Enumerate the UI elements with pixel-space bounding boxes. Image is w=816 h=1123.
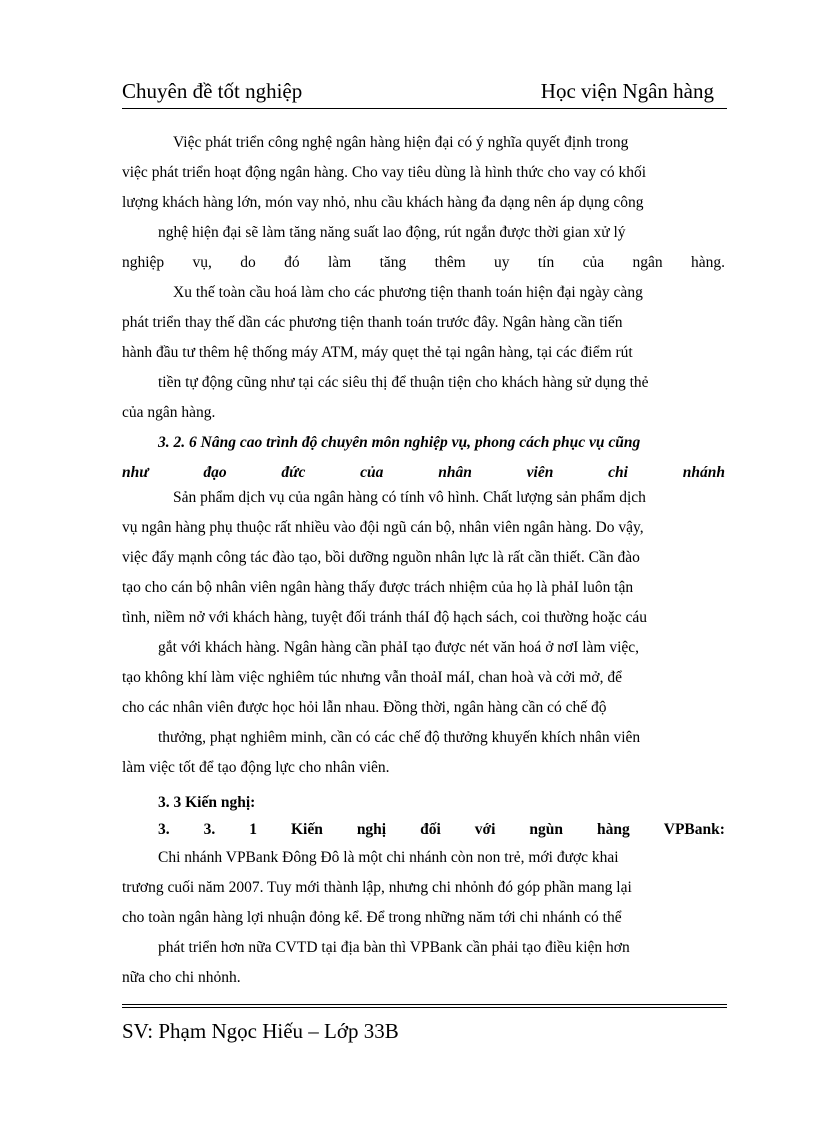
section-heading-3-3-1: [158, 820, 725, 840]
word: ngân: [632, 254, 663, 271]
word: nghiệp: [122, 254, 165, 271]
text-line: của ngân hàng.: [122, 404, 216, 421]
text-line: việc phát triển hoạt động ngân hàng. Cho vay tiêu dùng là hình thức cho vay có khối: [122, 164, 647, 181]
word: của: [360, 464, 384, 481]
text-line: tình, niềm nở với khách hàng, tuyệt đối tránh tháI độ hạch sách, coi thường hoặc cáu: [122, 609, 647, 626]
word: Kiến: [290, 821, 323, 838]
text-line: tiền tự động cũng như tại các siêu thị để thuận tiện cho khách hàng sử dụng thẻ: [158, 374, 649, 391]
word: của: [582, 254, 605, 271]
text-line: nữa cho chi nhỏnh.: [122, 969, 241, 986]
footer-rule: [122, 1004, 727, 1008]
word: tăng: [379, 254, 407, 271]
word: uy: [494, 254, 510, 271]
word: làm: [328, 254, 352, 271]
text-line: làm việc tốt để tạo động lực cho nhân viên.: [122, 759, 390, 776]
word: 3.: [158, 821, 170, 838]
page-header: [122, 78, 714, 108]
text-line: cho toàn ngân hàng lợi nhuận đỏng kể. Để trong những năm tới chi nhánh có thể: [122, 909, 622, 926]
text-line: việc đẩy mạnh công tác đào tạo, bồi dưỡng nguồn nhân lực là rất cần thiết. Cần đào: [122, 549, 640, 566]
word: hàng: [597, 821, 630, 838]
text-line: lượng khách hàng lớn, món vay nhỏ, nhu cầu khách hàng đa dạng nên áp dụng công: [122, 194, 644, 211]
text-line: phát triển hơn nữa CVTD tại địa bàn thì VPBank cần phải tạo điều kiện hơn: [158, 939, 630, 956]
page-footer: SV: Phạm Ngọc Hiếu – Lớp 33B: [122, 1019, 399, 1043]
text-line: gắt với khách hàng. Ngân hàng cần phảI tạo được nét văn hoá ở nơI làm việc,: [158, 639, 640, 656]
text-line: trương cuối năm 2007. Tuy mới thành lập, nhưng chi nhỏnh đó góp phần mang lại: [122, 879, 632, 896]
text-line: Xu thế toàn cầu hoá làm cho các phương tiện thanh toán hiện đại ngày càng: [173, 284, 643, 301]
section-heading-3-3: 3. 3 Kiến nghị:: [158, 794, 256, 811]
word: VPBank:: [663, 821, 725, 838]
text-line: nghệ hiện đại sẽ làm tăng năng suất lao động, rút ngắn được thời gian xử lý: [158, 224, 626, 241]
word: vụ,: [192, 254, 212, 271]
text-line: hành đầu tư thêm hệ thống máy ATM, máy quẹt thẻ tại ngân hàng, tại các điểm rút: [122, 344, 633, 361]
text-line: phát triển thay thế dần các phương tiện thanh toán trước đây. Ngân hàng cần tiến: [122, 314, 623, 331]
section-heading-3-2-6: 3. 2. 6 Nâng cao trình độ chuyên môn nghiệp vụ, phong cách phục vụ cũng: [158, 434, 641, 451]
word: tín: [537, 254, 555, 271]
header-title-left: Chuyên đề tốt nghiệp: [122, 79, 303, 103]
justified-line: [122, 253, 725, 273]
word: như: [122, 464, 149, 481]
text-line: Sản phẩm dịch vụ của ngân hàng có tính vô hình. Chất lượng sản phẩm dịch: [173, 489, 646, 506]
header-rule: [122, 108, 727, 109]
word: ngùn: [529, 821, 564, 838]
text-line: cho các nhân viên được học hỏi lẫn nhau. Đồng thời, ngân hàng cần có chế độ: [122, 699, 607, 716]
word: do: [240, 254, 256, 271]
word: hàng.: [690, 254, 725, 271]
word: thêm: [434, 254, 466, 271]
word: với: [474, 821, 496, 838]
text-line: vụ ngân hàng phụ thuộc rất nhiều vào đội ngũ cán bộ, nhân viên ngân hàng. Do vậy,: [122, 519, 644, 536]
word: viên: [526, 464, 554, 481]
text-line: Chi nhánh VPBank Đông Đô là một chi nhánh còn non trẻ, mới được khai: [158, 849, 619, 866]
text-line: tạo cho cán bộ nhân viên ngân hàng thấy được trách nhiệm của họ là phảI luôn tận: [122, 579, 634, 596]
text-line: Việc phát triển công nghệ ngân hàng hiện đại có ý nghĩa quyết định trong: [173, 134, 629, 151]
word: nhân: [438, 464, 472, 481]
text-line: thưởng, phạt nghiêm minh, cần có các chế độ thưởng khuyến khích nhân viên: [158, 729, 641, 746]
header-title-right: Học viện Ngân hàng: [540, 79, 714, 103]
word: nhánh: [682, 464, 725, 481]
word: đức: [281, 464, 306, 481]
word: đạo: [203, 464, 227, 481]
section-heading-3-2-6-cont: [122, 463, 725, 483]
word: chi: [608, 464, 628, 481]
word: nghị: [356, 821, 387, 838]
word: 3.: [203, 821, 216, 838]
word: đó: [284, 254, 300, 271]
text-line: tạo không khí làm việc nghiêm túc nhưng vẫn thoảI máI, chan hoà và cởi mở, để: [122, 669, 622, 686]
word: 1: [249, 821, 257, 838]
word: đối: [420, 821, 441, 838]
